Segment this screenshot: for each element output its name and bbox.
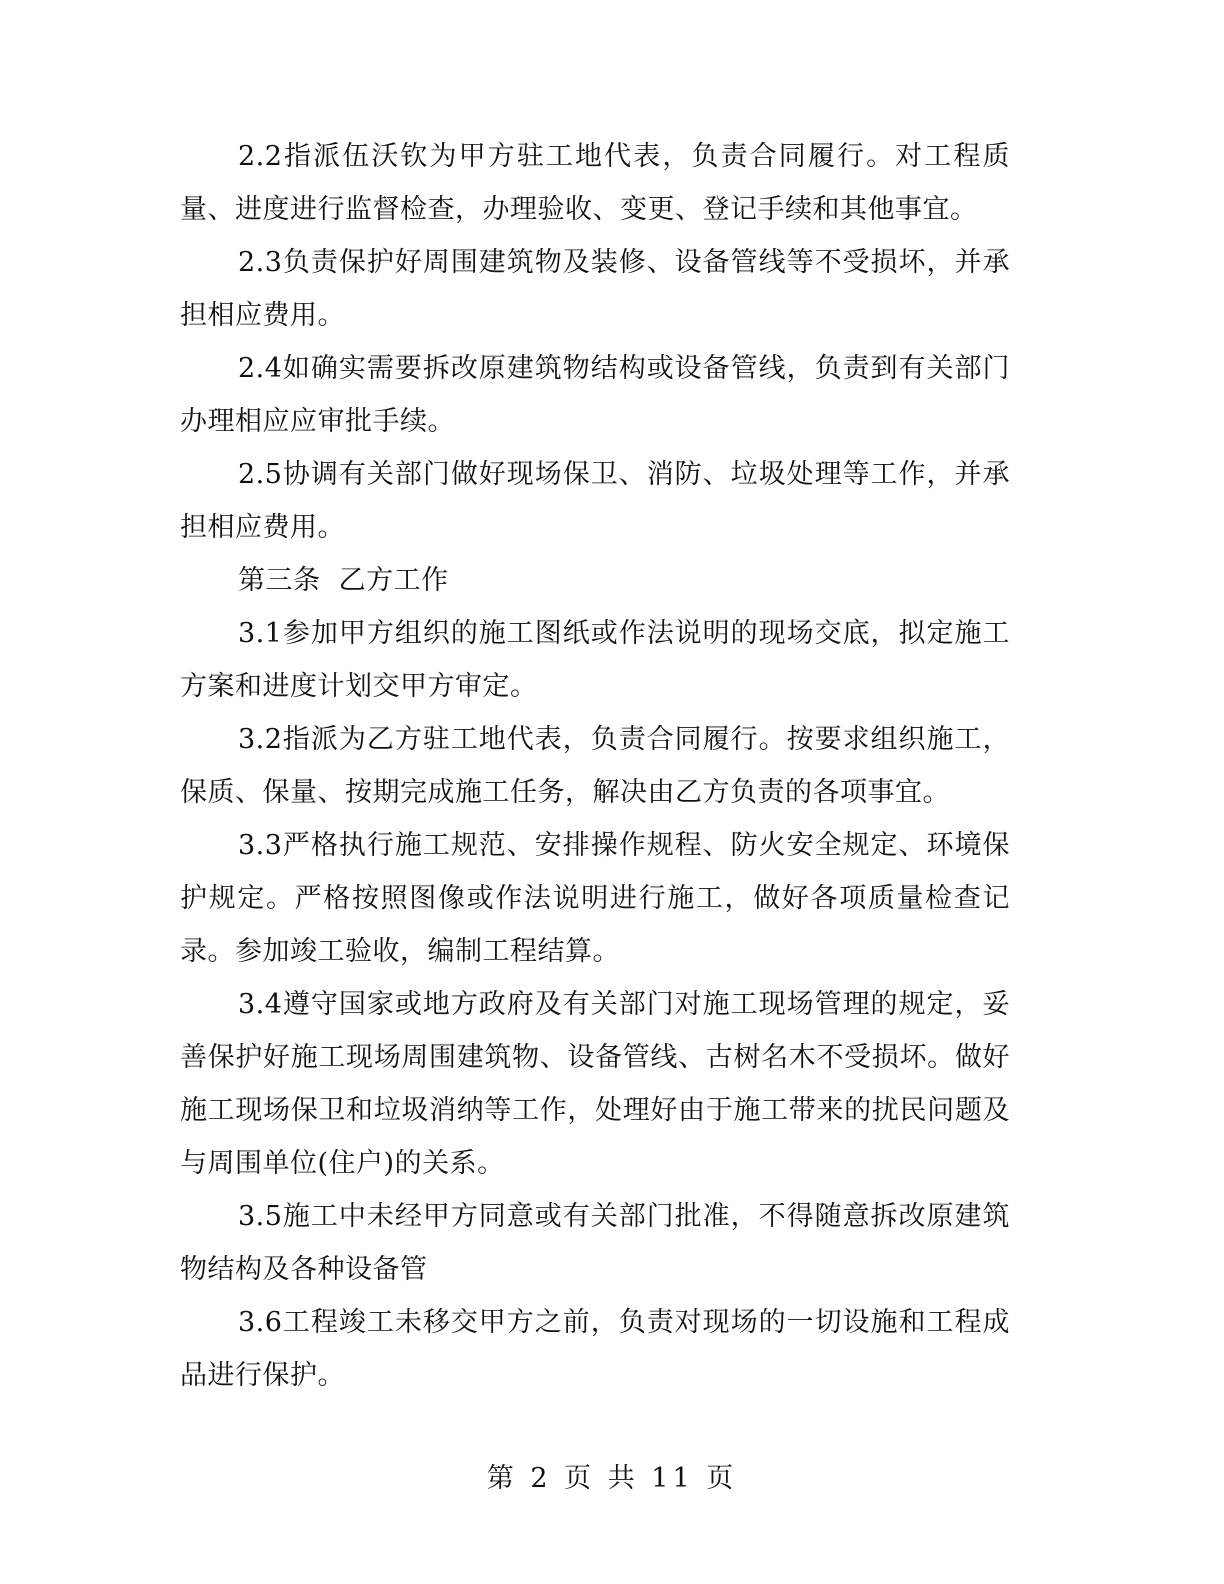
paragraph-3-4: 3.4遵守国家或地方政府及有关部门对施工现场管理的规定，妥善保护好施工现场周围建筑物、设备管线、古树名木不受损坏。做好施工现场保卫和垃圾消纳等工作，处理好由于施工带来的扰民问题及与周围单位(住户)的关系。 (180, 989, 1010, 1179)
page-number-label: 第 2 页 共 11 页 (486, 1463, 738, 1494)
section-heading-article-3: 第三条 乙方工作 (238, 565, 449, 596)
paragraph-2-4: 2.4如确实需要拆改原建筑物结构或设备管线，负责到有关部门办理相应应审批手续。 (180, 353, 1010, 437)
paragraph-3-6: 3.6工程竣工未移交甲方之前，负责对现场的一切设施和工程成品进行保护。 (180, 1307, 1010, 1391)
document-body (180, 130, 1010, 1402)
page-footer (0, 1456, 1224, 1495)
paragraph-3-3: 3.3严格执行施工规范、安排操作规程、防火安全规定、环境保护规定。严格按照图像或作法说明进行施工，做好各项质量检查记录。参加竣工验收，编制工程结算。 (180, 830, 1010, 967)
paragraph-3-2: 3.2指派为乙方驻工地代表，负责合同履行。按要求组织施工，保质、保量、按期完成施工任务，解决由乙方负责的各项事宜。 (180, 724, 1010, 808)
paragraph-2-2: 2.2指派伍沃钦为甲方驻工地代表，负责合同履行。对工程质量、进度进行监督检查，办理验收、变更、登记手续和其他事宜。 (180, 141, 1010, 225)
paragraph-3-5: 3.5施工中未经甲方同意或有关部门批准，不得随意拆改原建筑物结构及各种设备管 (180, 1201, 1010, 1285)
paragraph-2-5: 2.5协调有关部门做好现场保卫、消防、垃圾处理等工作，并承担相应费用。 (180, 459, 1010, 543)
paragraph-2-3: 2.3负责保护好周围建筑物及装修、设备管线等不受损坏，并承担相应费用。 (180, 247, 1010, 331)
paragraph-3-1: 3.1参加甲方组织的施工图纸或作法说明的现场交底，拟定施工方案和进度计划交甲方审定。 (180, 618, 1010, 702)
